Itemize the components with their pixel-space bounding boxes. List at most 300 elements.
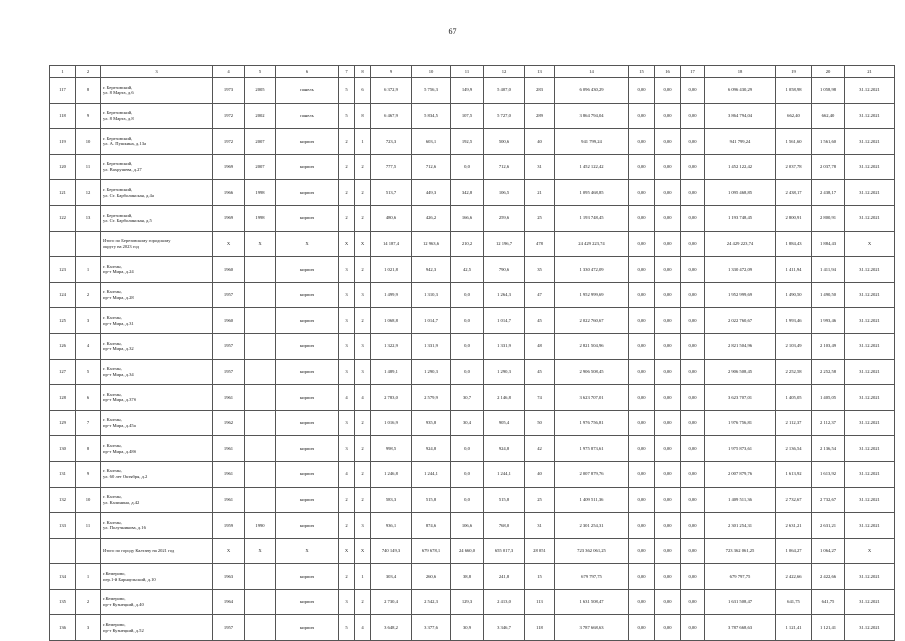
table-cell: 0,00 [629, 461, 655, 487]
table-cell: 31.12.2021 [845, 257, 895, 283]
table-cell: кирпич [276, 385, 339, 411]
table-cell: 1 244,1 [484, 461, 525, 487]
table-cell: 119 [50, 129, 76, 155]
table-cell: 0,00 [681, 410, 705, 436]
table-cell: 1 452 122,42 [705, 154, 776, 180]
table-cell: 2 022 760,67 [705, 308, 776, 334]
table-cell: 118 [50, 103, 76, 129]
table-cell: 1 331,9 [412, 333, 451, 359]
table-cell: 1 975 873,61 [555, 436, 629, 462]
table-cell: 0,00 [655, 103, 681, 129]
table-cell: 0,00 [629, 282, 655, 308]
table-cell: 1961 [213, 487, 245, 513]
table-cell: 31.12.2021 [845, 461, 895, 487]
table-cell: 2 422,66 [776, 564, 812, 590]
table-cell: 2 906 508,45 [555, 359, 629, 385]
table-cell: 941 799,24 [705, 129, 776, 155]
table-cell: 2 906 508,45 [705, 359, 776, 385]
table-cell: 134 [50, 564, 76, 590]
table-cell: 0,00 [681, 333, 705, 359]
table-cell: 641,75 [812, 589, 845, 615]
table-cell: 106,6 [451, 513, 484, 539]
table-row [50, 513, 895, 539]
table-cell: 1 411,94 [776, 257, 812, 283]
table-cell: 13 [76, 205, 101, 231]
table-cell: 1 064,27 [776, 538, 812, 564]
table-cell: кирпич [276, 257, 339, 283]
table-cell: 2 413,0 [484, 589, 525, 615]
address-cell: г. Березовский, ул. Ст. Барболинская, д.5 [101, 205, 213, 231]
address-cell: г. Березовский, ул. 8 Марта, д.6 [101, 78, 213, 104]
column-header: 10 [412, 66, 451, 78]
table-cell: 2 007 879,76 [705, 461, 776, 487]
table-cell: 0,00 [681, 282, 705, 308]
column-header: 9 [371, 66, 412, 78]
table-cell: 8 [76, 78, 101, 104]
table-cell: 1 331,9 [484, 333, 525, 359]
table-cell: 2 730,4 [371, 589, 412, 615]
table-cell: 1966 [213, 180, 245, 206]
table-cell: X [213, 538, 245, 564]
table-cell: 2 [339, 487, 355, 513]
table-cell: 0,00 [655, 333, 681, 359]
table-cell: 874,6 [412, 513, 451, 539]
table-cell: 655 017,3 [484, 538, 525, 564]
table-cell: 0,00 [681, 564, 705, 590]
table-cell: 0,00 [655, 205, 681, 231]
table-cell: 2 [339, 129, 355, 155]
table-cell: 1960 [213, 308, 245, 334]
table-cell: 1972 [213, 103, 245, 129]
table-cell: 5 [339, 615, 355, 641]
table-cell: 192,5 [451, 129, 484, 155]
address-cell: г. Калтан, пр-т Мира, д.37б [101, 385, 213, 411]
table-cell: 1 405,05 [776, 385, 812, 411]
table-cell: 1 016,9 [371, 410, 412, 436]
column-header: 5 [245, 66, 276, 78]
table-cell: 1 058,98 [776, 78, 812, 104]
table-cell: 0,00 [629, 513, 655, 539]
table-cell: 998,5 [371, 436, 412, 462]
table-cell: 2 631,21 [776, 513, 812, 539]
table-cell: 0,00 [681, 129, 705, 155]
table-cell: 2 800,91 [812, 205, 845, 231]
table-cell: 941 799,24 [555, 129, 629, 155]
table-cell: 6 [355, 78, 371, 104]
table-cell: 40 [525, 461, 555, 487]
table-cell: 2 103,49 [776, 333, 812, 359]
table-cell: 31 [525, 154, 555, 180]
table-cell: 1 613,92 [812, 461, 845, 487]
table-cell: 2 [339, 180, 355, 206]
table-cell: 2002 [245, 103, 276, 129]
table-cell: X [845, 538, 895, 564]
table-cell: 2 [339, 205, 355, 231]
table-cell: 2 542,3 [412, 589, 451, 615]
page-number: 67 [448, 27, 457, 36]
table-cell: 128 [50, 385, 76, 411]
address-cell: г. Калтан, пр-т Мира, д.24 [101, 257, 213, 283]
table-cell: 4 [355, 615, 371, 641]
table-cell: 0,0 [451, 333, 484, 359]
table-cell: 0,00 [681, 231, 705, 257]
table-cell: 1 014,7 [412, 308, 451, 334]
column-header: 21 [845, 66, 895, 78]
table-cell: 0,00 [629, 231, 655, 257]
table-cell: 0,00 [681, 257, 705, 283]
table-cell: 2 [355, 589, 371, 615]
table-cell: 0,00 [629, 538, 655, 564]
table-cell: кирпич [276, 615, 339, 641]
table-cell: 3 [339, 359, 355, 385]
table-cell: 0,00 [655, 154, 681, 180]
column-header: 17 [681, 66, 705, 78]
table-cell: 3 [355, 282, 371, 308]
table-cell: 7 [76, 410, 101, 436]
total-row [50, 538, 895, 564]
table-cell: 31.12.2021 [845, 205, 895, 231]
table-cell: X [355, 231, 371, 257]
table-cell: 2 [355, 410, 371, 436]
table-cell: 0,00 [681, 436, 705, 462]
table-cell: 3 623 707,01 [705, 385, 776, 411]
table-cell: 768,0 [484, 513, 525, 539]
table-cell: 1961 [213, 385, 245, 411]
table-cell: 0,00 [655, 589, 681, 615]
table-cell: 4 [339, 461, 355, 487]
table-row [50, 461, 895, 487]
table-cell: 1959 [213, 513, 245, 539]
table-cell: 2 146,8 [484, 385, 525, 411]
table-cell: 1 409 511,36 [705, 487, 776, 513]
table-cell: 118 [525, 615, 555, 641]
table-cell: 2 631,21 [812, 513, 845, 539]
table-cell: 31.12.2021 [845, 410, 895, 436]
table-cell: 1973 [213, 78, 245, 104]
table-cell: 942,3 [412, 257, 451, 283]
table-cell: 1 068,8 [371, 308, 412, 334]
table-cell: 9 [76, 103, 101, 129]
table-row [50, 333, 895, 359]
address-cell: г. Березовский, ул. А. Пушкина, д.13а [101, 129, 213, 155]
table-cell: 1 246,8 [371, 461, 412, 487]
table-cell: кирпич [276, 180, 339, 206]
table-row [50, 205, 895, 231]
table-cell: 127 [50, 359, 76, 385]
table-cell: 1 411,94 [812, 257, 845, 283]
table-cell: 0,00 [629, 78, 655, 104]
table-cell: 0,00 [629, 308, 655, 334]
table-row [50, 589, 895, 615]
table-cell: 8 [355, 103, 371, 129]
table-cell: 121 [50, 180, 76, 206]
table-cell: 777,5 [371, 154, 412, 180]
table-cell: 9 [76, 461, 101, 487]
table-cell: 0,00 [629, 410, 655, 436]
table-cell: 123 [50, 257, 76, 283]
table-cell: 50 [525, 410, 555, 436]
table-cell: 712,6 [412, 154, 451, 180]
table-cell: 679 797,75 [555, 564, 629, 590]
table-cell: 1 561,60 [812, 129, 845, 155]
table-cell: 0,00 [681, 615, 705, 641]
table-cell: 130 [50, 436, 76, 462]
address-cell: г. Калтан, пр-т Мира, д.31 [101, 308, 213, 334]
table-cell: кирпич [276, 282, 339, 308]
table-cell: 1957 [213, 359, 245, 385]
table-cell: X [355, 538, 371, 564]
table-cell: 2 438,17 [776, 180, 812, 206]
table-cell: 1 290,3 [412, 359, 451, 385]
table-cell: 2 252,58 [812, 359, 845, 385]
table-cell: 0,0 [451, 308, 484, 334]
table-cell: X [845, 231, 895, 257]
table-cell: 1 993,46 [812, 308, 845, 334]
table-cell: 0,00 [629, 385, 655, 411]
table-cell: 28 051 [525, 538, 555, 564]
table-cell: 12 [76, 180, 101, 206]
table-cell: 1962 [213, 410, 245, 436]
table-cell: 924,8 [484, 436, 525, 462]
address-cell: г. Калтан, ул. Калинина, д.42 [101, 487, 213, 513]
table-cell: кирпич [276, 410, 339, 436]
table-cell: 1 613,92 [776, 461, 812, 487]
table-cell: 0,00 [629, 359, 655, 385]
table-cell: 3 [76, 308, 101, 334]
table-cell: кирпич [276, 589, 339, 615]
header-row [50, 66, 895, 78]
table-cell: 241,8 [484, 564, 525, 590]
table-cell: 132 [50, 487, 76, 513]
column-header: 7 [339, 66, 355, 78]
table-cell: 31.12.2021 [845, 359, 895, 385]
table-cell: 2005 [245, 78, 276, 104]
address-cell: г. Калтан, пр-т Мира, д.32 [101, 333, 213, 359]
table-cell: 5 [339, 103, 355, 129]
table-cell: 1 884,43 [776, 231, 812, 257]
table-cell: 2 422,66 [812, 564, 845, 590]
table-cell: 31.12.2021 [845, 513, 895, 539]
table-cell: 515,8 [484, 487, 525, 513]
table-cell: 603,1 [412, 129, 451, 155]
table-cell: 31.12.2021 [845, 154, 895, 180]
table-cell: 500,6 [484, 129, 525, 155]
table-cell: 1957 [213, 333, 245, 359]
table-cell: 131 [50, 461, 76, 487]
column-header: 14 [555, 66, 629, 78]
table-cell: 1 [76, 564, 101, 590]
table-cell: 15 [525, 564, 555, 590]
table-cell: 3 648,2 [371, 615, 412, 641]
table-cell: 1 490,50 [776, 282, 812, 308]
table-cell: 790,6 [484, 257, 525, 283]
table-cell: кирпич [276, 154, 339, 180]
table-cell: X [213, 231, 245, 257]
column-header: 18 [705, 66, 776, 78]
table-cell: 2007 [245, 154, 276, 180]
table-cell: 478 [525, 231, 555, 257]
address-cell: г. Калтан, пр-т Мира, д.34 [101, 359, 213, 385]
address-cell: г. Березовский, ул. 8 Марта, д.8 [101, 103, 213, 129]
table-cell [76, 538, 101, 564]
table-cell: 30,9 [451, 615, 484, 641]
column-header: 2 [76, 66, 101, 78]
address-cell: г.Кемерово, пер.1-й Барнаульский, д.10 [101, 564, 213, 590]
table-cell: 30,7 [451, 385, 484, 411]
table-cell: 0,00 [629, 333, 655, 359]
table-cell: кирпич [276, 564, 339, 590]
table-row [50, 78, 895, 104]
table-cell: 4 [355, 385, 371, 411]
table-cell: 924,8 [412, 436, 451, 462]
table-cell [245, 461, 276, 487]
table-cell: 1 631 508,47 [705, 589, 776, 615]
table-cell: 0,00 [655, 436, 681, 462]
table-cell: 136 [50, 615, 76, 641]
table-cell: 0,00 [655, 282, 681, 308]
table-row [50, 103, 895, 129]
table-cell: 5 756,3 [412, 78, 451, 104]
table-cell: X [245, 231, 276, 257]
table-cell: 2 [355, 154, 371, 180]
table-cell: 3 [339, 308, 355, 334]
table-cell: 3 346,7 [484, 615, 525, 641]
table-cell: 0,00 [629, 564, 655, 590]
table-cell: 120 [50, 154, 76, 180]
table-cell: 106,5 [484, 180, 525, 206]
table-cell: 2 [355, 487, 371, 513]
table-cell: 2 103,49 [812, 333, 845, 359]
table-cell: 2 821 504,96 [705, 333, 776, 359]
column-header: 15 [629, 66, 655, 78]
table-cell: 1 993,46 [776, 308, 812, 334]
table-cell: 1 976 756,81 [555, 410, 629, 436]
table-cell: 1 489,1 [371, 359, 412, 385]
table-cell: 31.12.2021 [845, 308, 895, 334]
table-cell [245, 282, 276, 308]
table-cell: 679 797,75 [705, 564, 776, 590]
table-body [50, 78, 895, 641]
table-cell: X [339, 538, 355, 564]
table-cell: X [276, 231, 339, 257]
table-cell: 3 787 668,63 [555, 615, 629, 641]
table-cell: 149,9 [451, 78, 484, 104]
table-cell: 3 [76, 615, 101, 641]
table-cell: 124 [50, 282, 76, 308]
table-cell: 31.12.2021 [845, 180, 895, 206]
table-cell [245, 410, 276, 436]
table-cell: 342,8 [451, 180, 484, 206]
table-cell: 0,00 [681, 103, 705, 129]
table-cell [245, 333, 276, 359]
table-cell: 0,00 [681, 589, 705, 615]
address-cell: г. Калтан, пр-т Мира, д.48б [101, 436, 213, 462]
table-cell: 3 [339, 410, 355, 436]
table-cell: 662,40 [812, 103, 845, 129]
table-row [50, 154, 895, 180]
table-cell: 125 [50, 308, 76, 334]
table-cell: 1 499,9 [371, 282, 412, 308]
table-cell [245, 589, 276, 615]
table-cell: 2 112,37 [776, 410, 812, 436]
table-cell: 107,5 [451, 103, 484, 129]
table-cell: 0,0 [451, 282, 484, 308]
table-cell: 0,00 [681, 513, 705, 539]
table-cell: 1 952 999,69 [705, 282, 776, 308]
table-row [50, 129, 895, 155]
table-cell: 641,75 [776, 589, 812, 615]
table-cell: 2 136,54 [812, 436, 845, 462]
table-cell: 1961 [213, 436, 245, 462]
table-cell: X [276, 538, 339, 564]
table-cell: 3 [339, 589, 355, 615]
table-cell: 38,8 [451, 564, 484, 590]
table-cell: 2 [355, 257, 371, 283]
table-row [50, 564, 895, 590]
table-cell: 25 [525, 487, 555, 513]
table-cell: 583,3 [371, 487, 412, 513]
table-cell: 1 490,50 [812, 282, 845, 308]
total-row [50, 231, 895, 257]
address-cell: г. Березовский, ул. Вахрушева, д.27 [101, 154, 213, 180]
table-cell: 936,1 [371, 513, 412, 539]
table-cell: 31.12.2021 [845, 282, 895, 308]
table-cell: 0,00 [629, 589, 655, 615]
table-cell: 3 623 707,01 [555, 385, 629, 411]
table-cell: 210,2 [451, 231, 484, 257]
table-cell: кирпич [276, 487, 339, 513]
table-cell: 6 096 430,29 [705, 78, 776, 104]
table-cell: 723,3 [371, 129, 412, 155]
table-cell: 5 [76, 359, 101, 385]
table-cell: 10 [76, 129, 101, 155]
address-cell: г.Кемерово, пр-т Кузнецкий, д.52 [101, 615, 213, 641]
table-cell: 1 290,3 [484, 359, 525, 385]
table-cell: 1 [76, 257, 101, 283]
table-cell: 0,00 [629, 129, 655, 155]
table-cell: 0,00 [681, 385, 705, 411]
table-cell: 1 452 122,42 [555, 154, 629, 180]
table-cell: 2 821 504,96 [555, 333, 629, 359]
table-cell: 0,00 [681, 461, 705, 487]
table-cell: 1963 [213, 564, 245, 590]
table-cell: 1 952 999,69 [555, 282, 629, 308]
table-cell [245, 359, 276, 385]
table-cell: 0,00 [655, 359, 681, 385]
table-cell: 31.12.2021 [845, 129, 895, 155]
table-cell: 1 064,27 [812, 538, 845, 564]
table-cell: 0,00 [629, 257, 655, 283]
table-cell: 0,00 [655, 78, 681, 104]
table-cell: 2 022 760,67 [555, 308, 629, 334]
column-header: 1 [50, 66, 76, 78]
table-cell: 0,0 [451, 359, 484, 385]
table-cell: 2 [339, 564, 355, 590]
table-cell: кирпич [276, 461, 339, 487]
table-cell: 8 [76, 436, 101, 462]
table-cell [50, 538, 76, 564]
table-cell: кирпич [276, 359, 339, 385]
table-cell: 0,00 [681, 180, 705, 206]
table-cell: 1 976 756,81 [705, 410, 776, 436]
table-cell: 1 561,60 [776, 129, 812, 155]
table-cell: 1 014,7 [484, 308, 525, 334]
table-cell: 0,00 [629, 205, 655, 231]
address-cell: г. Калтан, ул. 60 лет Октября, д.2 [101, 461, 213, 487]
table-cell: 3 377,6 [412, 615, 451, 641]
table-cell: 31.12.2021 [845, 487, 895, 513]
table-cell: X [339, 231, 355, 257]
